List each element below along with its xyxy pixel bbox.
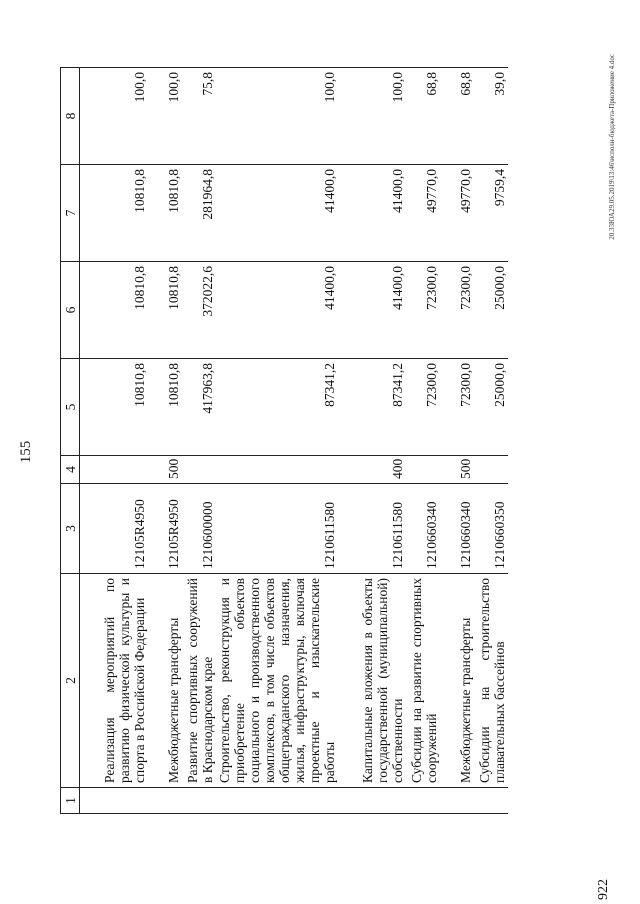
header-cell: 4 [61, 456, 80, 484]
cell-col1 [80, 788, 148, 814]
table-row [182, 68, 216, 814]
cell-col6: 25000,0 [474, 262, 508, 359]
cell-category: 500 [440, 456, 474, 484]
cell-col6: 72300,0 [406, 262, 440, 359]
table-row [338, 68, 406, 814]
cell-col7: 10810,8 [148, 165, 182, 262]
cell-col8: 100,0 [216, 68, 338, 165]
cell-col8: 39,0 [474, 68, 508, 165]
cell-col7: 10810,8 [80, 165, 148, 262]
cell-col8: 75,8 [182, 68, 216, 165]
cell-col7: 41400,0 [216, 165, 338, 262]
cell-col1 [216, 788, 338, 814]
cell-name: Субсидии на строительство плавательных бассейнов [474, 574, 508, 788]
cell-col1 [338, 788, 406, 814]
cell-category [406, 456, 440, 484]
cell-code: 1210611580 [216, 484, 338, 574]
cell-name: Капитальные вложения в объекты государственной (муниципальной) собственности [338, 574, 406, 788]
cell-col5: 72300,0 [406, 359, 440, 456]
header-cell: 8 [61, 68, 80, 165]
header-cell: 1 [61, 788, 80, 814]
cell-name: Строительство, реконструкция и приобретение объектов социального и производственного комплексов, в том числе объектов общегражданского назначения, жилья, инфраструктуры, включая проектные и изыскательские работы [216, 574, 338, 788]
cell-col8: 100,0 [80, 68, 148, 165]
cell-col8: 100,0 [338, 68, 406, 165]
cell-col5: 10810,8 [80, 359, 148, 456]
cell-name: Межбюджетные трансферты [148, 574, 182, 788]
table-header-row [61, 68, 80, 814]
cell-col5: 417963,8 [182, 359, 216, 456]
cell-col7: 281964,8 [182, 165, 216, 262]
table-row [406, 68, 440, 814]
cell-col5: 87341,2 [216, 359, 338, 456]
cell-col8: 68,8 [440, 68, 474, 165]
cell-col7: 49770,0 [440, 165, 474, 262]
cell-col1 [440, 788, 474, 814]
cell-col6: 10810,8 [148, 262, 182, 359]
cell-col6: 41400,0 [338, 262, 406, 359]
cell-code: 12105R4950 [148, 484, 182, 574]
table-row [80, 68, 148, 814]
cell-col7: 41400,0 [338, 165, 406, 262]
cell-category: 500 [148, 456, 182, 484]
header-cell: 6 [61, 262, 80, 359]
budget-table [60, 67, 508, 814]
table-row [440, 68, 474, 814]
cell-category [216, 456, 338, 484]
header-cell: 3 [61, 484, 80, 574]
cell-category [474, 456, 508, 484]
header-cell: 7 [61, 165, 80, 262]
cell-code: 1210611580 [338, 484, 406, 574]
cell-col6: 41400,0 [216, 262, 338, 359]
table-row [148, 68, 182, 814]
header-cell: 5 [61, 359, 80, 456]
cell-name: Реализация мероприятий по развитию физической культуры и спорта в Российской Федерации [80, 574, 148, 788]
cell-name: Межбюджетные трансферты [440, 574, 474, 788]
cell-name: Развитие спортивных сооружений в Краснодарском крае [182, 574, 216, 788]
cell-code: 12105R4950 [80, 484, 148, 574]
cell-name: Субсидии на развитие спортивных сооружений [406, 574, 440, 788]
cell-col1 [148, 788, 182, 814]
table-row [474, 68, 508, 814]
cell-category [80, 456, 148, 484]
cell-col1 [182, 788, 216, 814]
footer-file-path: 20.33ЮА29.05.2019\13:46\исполн-бюджета-Приложение 4.doc [608, 54, 616, 240]
cell-col8: 100,0 [148, 68, 182, 165]
cell-code: 1210600000 [182, 484, 216, 574]
cell-col8: 68,8 [406, 68, 440, 165]
cell-category [182, 456, 216, 484]
cell-col6: 10810,8 [80, 262, 148, 359]
table-row [216, 68, 338, 814]
cell-code: 1210660340 [406, 484, 440, 574]
cell-col7: 9759,4 [474, 165, 508, 262]
cell-col5: 10810,8 [148, 359, 182, 456]
cell-category: 400 [338, 456, 406, 484]
cell-code: 1210660340 [440, 484, 474, 574]
cell-col1 [474, 788, 508, 814]
cell-col5: 72300,0 [440, 359, 474, 456]
header-cell: 2 [61, 574, 80, 788]
cell-col7: 49770,0 [406, 165, 440, 262]
cell-code: 1210660350 [474, 484, 508, 574]
cell-col1 [406, 788, 440, 814]
page-number: 155 [18, 440, 34, 464]
cell-col5: 25000,0 [474, 359, 508, 456]
cell-col5: 87341,2 [338, 359, 406, 456]
document-number: 922 [596, 879, 611, 900]
cell-col6: 372022,6 [182, 262, 216, 359]
cell-col6: 72300,0 [440, 262, 474, 359]
